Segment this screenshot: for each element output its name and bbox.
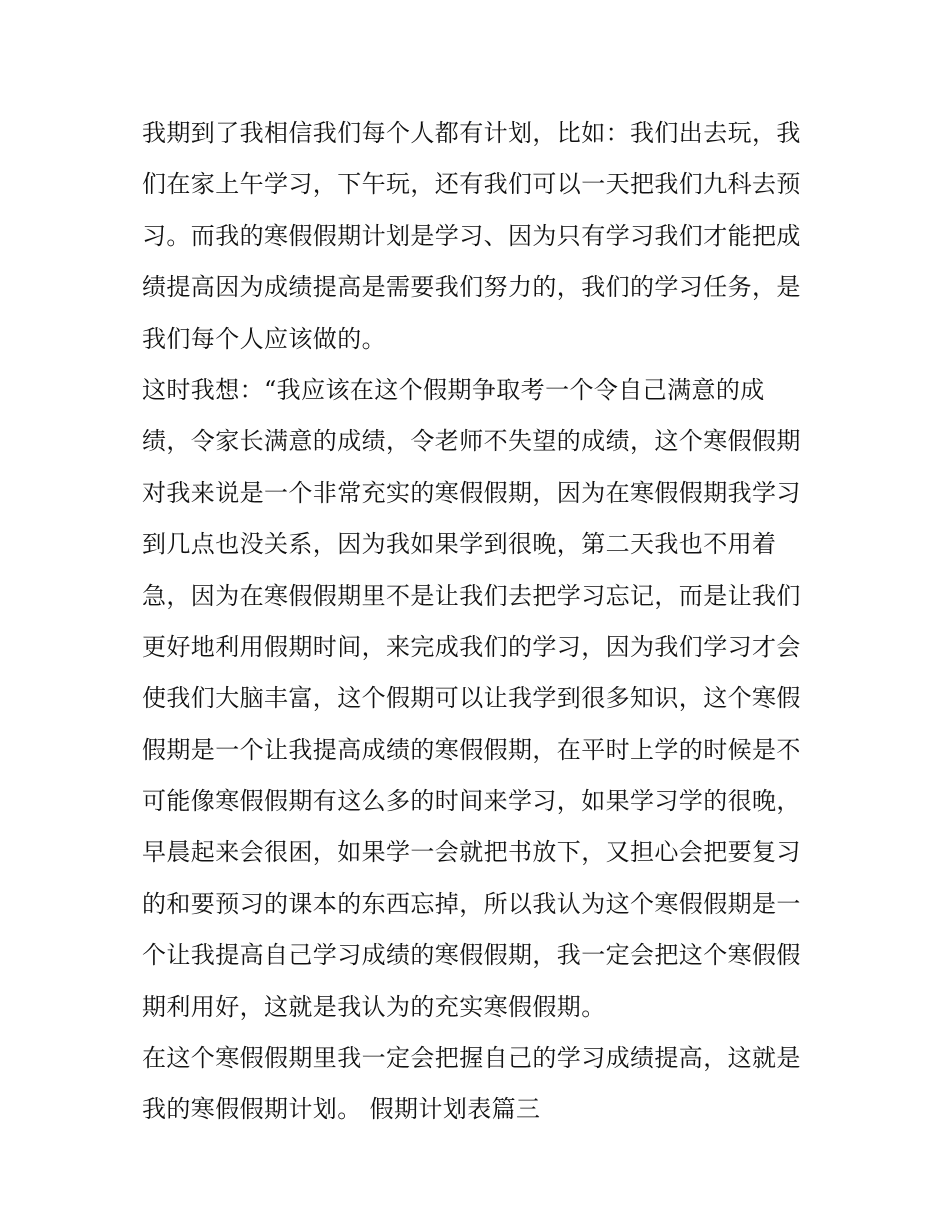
text-line: 到几点也没关系，因为我如果学到很晚，第二天我也不用着 — [142, 530, 777, 559]
text-line: 期利用好，这就是我认为的充实寒假假期。 — [142, 992, 606, 1021]
text-line: 我期到了我相信我们每个人都有计划，比如：我们出去玩，我 — [142, 119, 801, 147]
text-line: 习。而我的寒假假期计划是学习、因为只有学习我们才能把成 — [142, 221, 801, 250]
text-line: 使我们大脑丰富，这个假期可以让我学到很多知识，这个寒假 — [142, 684, 801, 713]
text-line: 这时我想：“我应该在这个假期争取考一个令自己满意的成 — [142, 375, 765, 404]
text-line: 假期是一个让我提高成绩的寒假假期，在平时上学的时候是不 — [142, 735, 801, 764]
text-line: 对我来说是一个非常充实的寒假假期，因为在寒假假期我学习 — [142, 478, 801, 507]
text-line: 我的寒假假期计划。 假期计划表篇三 — [142, 1095, 541, 1124]
text-line: 急，因为在寒假假期里不是让我们去把学习忘记，而是让我们 — [142, 581, 801, 610]
text-line: 们在家上午学习，下午玩，还有我们可以一天把我们九科去预 — [142, 170, 801, 199]
text-line: 更好地利用假期时间，来完成我们的学习，因为我们学习才会 — [142, 632, 801, 661]
text-line: 绩提高因为成绩提高是需要我们努力的，我们的学习任务，是 — [142, 273, 801, 302]
text-line: 的和要预习的课本的东西忘掉，所以我认为这个寒假假期是一 — [142, 889, 801, 918]
text-line: 早晨起来会很困，如果学一会就把书放下，又担心会把要复习 — [142, 838, 801, 867]
body-text — [142, 108, 822, 1136]
text-line: 在这个寒假假期里我一定会把握自己的学习成绩提高，这就是 — [142, 1044, 801, 1073]
text-line: 绩，令家长满意的成绩，令老师不失望的成绩，这个寒假假期 — [142, 427, 801, 456]
text-line: 我们每个人应该做的。 — [142, 324, 386, 353]
text-line: 个让我提高自己学习成绩的寒假假期，我一定会把这个寒假假 — [142, 941, 801, 970]
text-line: 可能像寒假假期有这么多的时间来学习，如果学习学的很晚， — [142, 787, 801, 816]
